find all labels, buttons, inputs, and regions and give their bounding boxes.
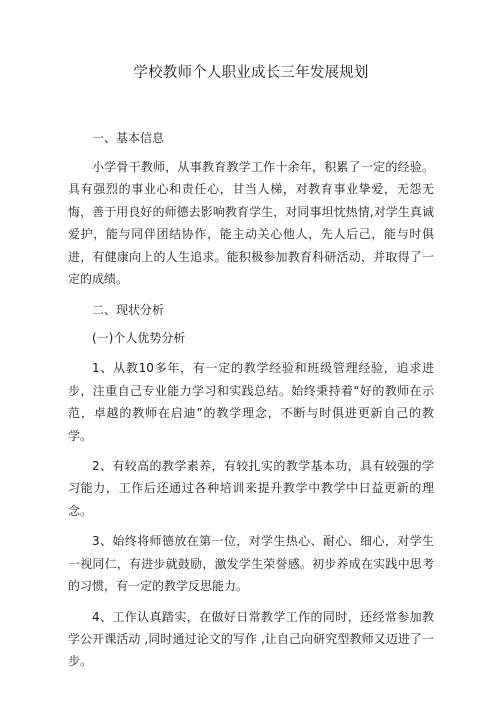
strength-item-2: 2、有较高的教学素养，有较扎实的教学基本功，具有较强的学习能力，工作后还通过各种培训来提升教学中教学中日益更新的理念。: [68, 459, 434, 518]
strength-item-1: 1、从教10多年，有一定的教学经验和班级管理经验，追求进步，注重自己专业能力学习和实践总结。始终秉持着“好的教师在示范，卓越的教师在启迪”的教学理念，不断与时俱进更新自己的教学。: [68, 361, 434, 443]
strength-item-3: 3、始终将师德放在第一位，对学生热心、耐心、细心，对学生一视同仁，有进步就鼓励，激发学生荣誉感。初步养成在实践中思考的习惯，有一定的教学反思能力。: [68, 534, 434, 594]
section-heading-status-analysis: 二、现状分析: [92, 303, 165, 318]
section-heading-basic-info: 一、基本信息: [92, 131, 165, 145]
strength-item-4: 4、工作认真踏实，在做好日常教学工作的同时，还经常参加教学公开课活动 ,同时通过论文的写作 ,让自己向研究型教师又迈进了一步。: [68, 609, 434, 669]
document-title: 学校教师个人职业成长三年发展规划: [133, 65, 369, 81]
paragraph-basic-info: 小学骨干教师，从事教育教学工作十余年，积累了一定的经验。具有强烈的事业心和责任心，甘当人梯，对教育事业挚爱，无怨无悔，善于用良好的师德去影响教育学生，对同事坦忱热情,对学生真诚爱护，能与同伴团结协作，能主动关心他人，先人后己，能与时俱进，有健康向上的人生追求。能积极参加教育科研活动，并取得了一定的成绩。: [68, 160, 434, 287]
subheading-personal-strengths: (一)个人优势分析: [92, 331, 186, 346]
